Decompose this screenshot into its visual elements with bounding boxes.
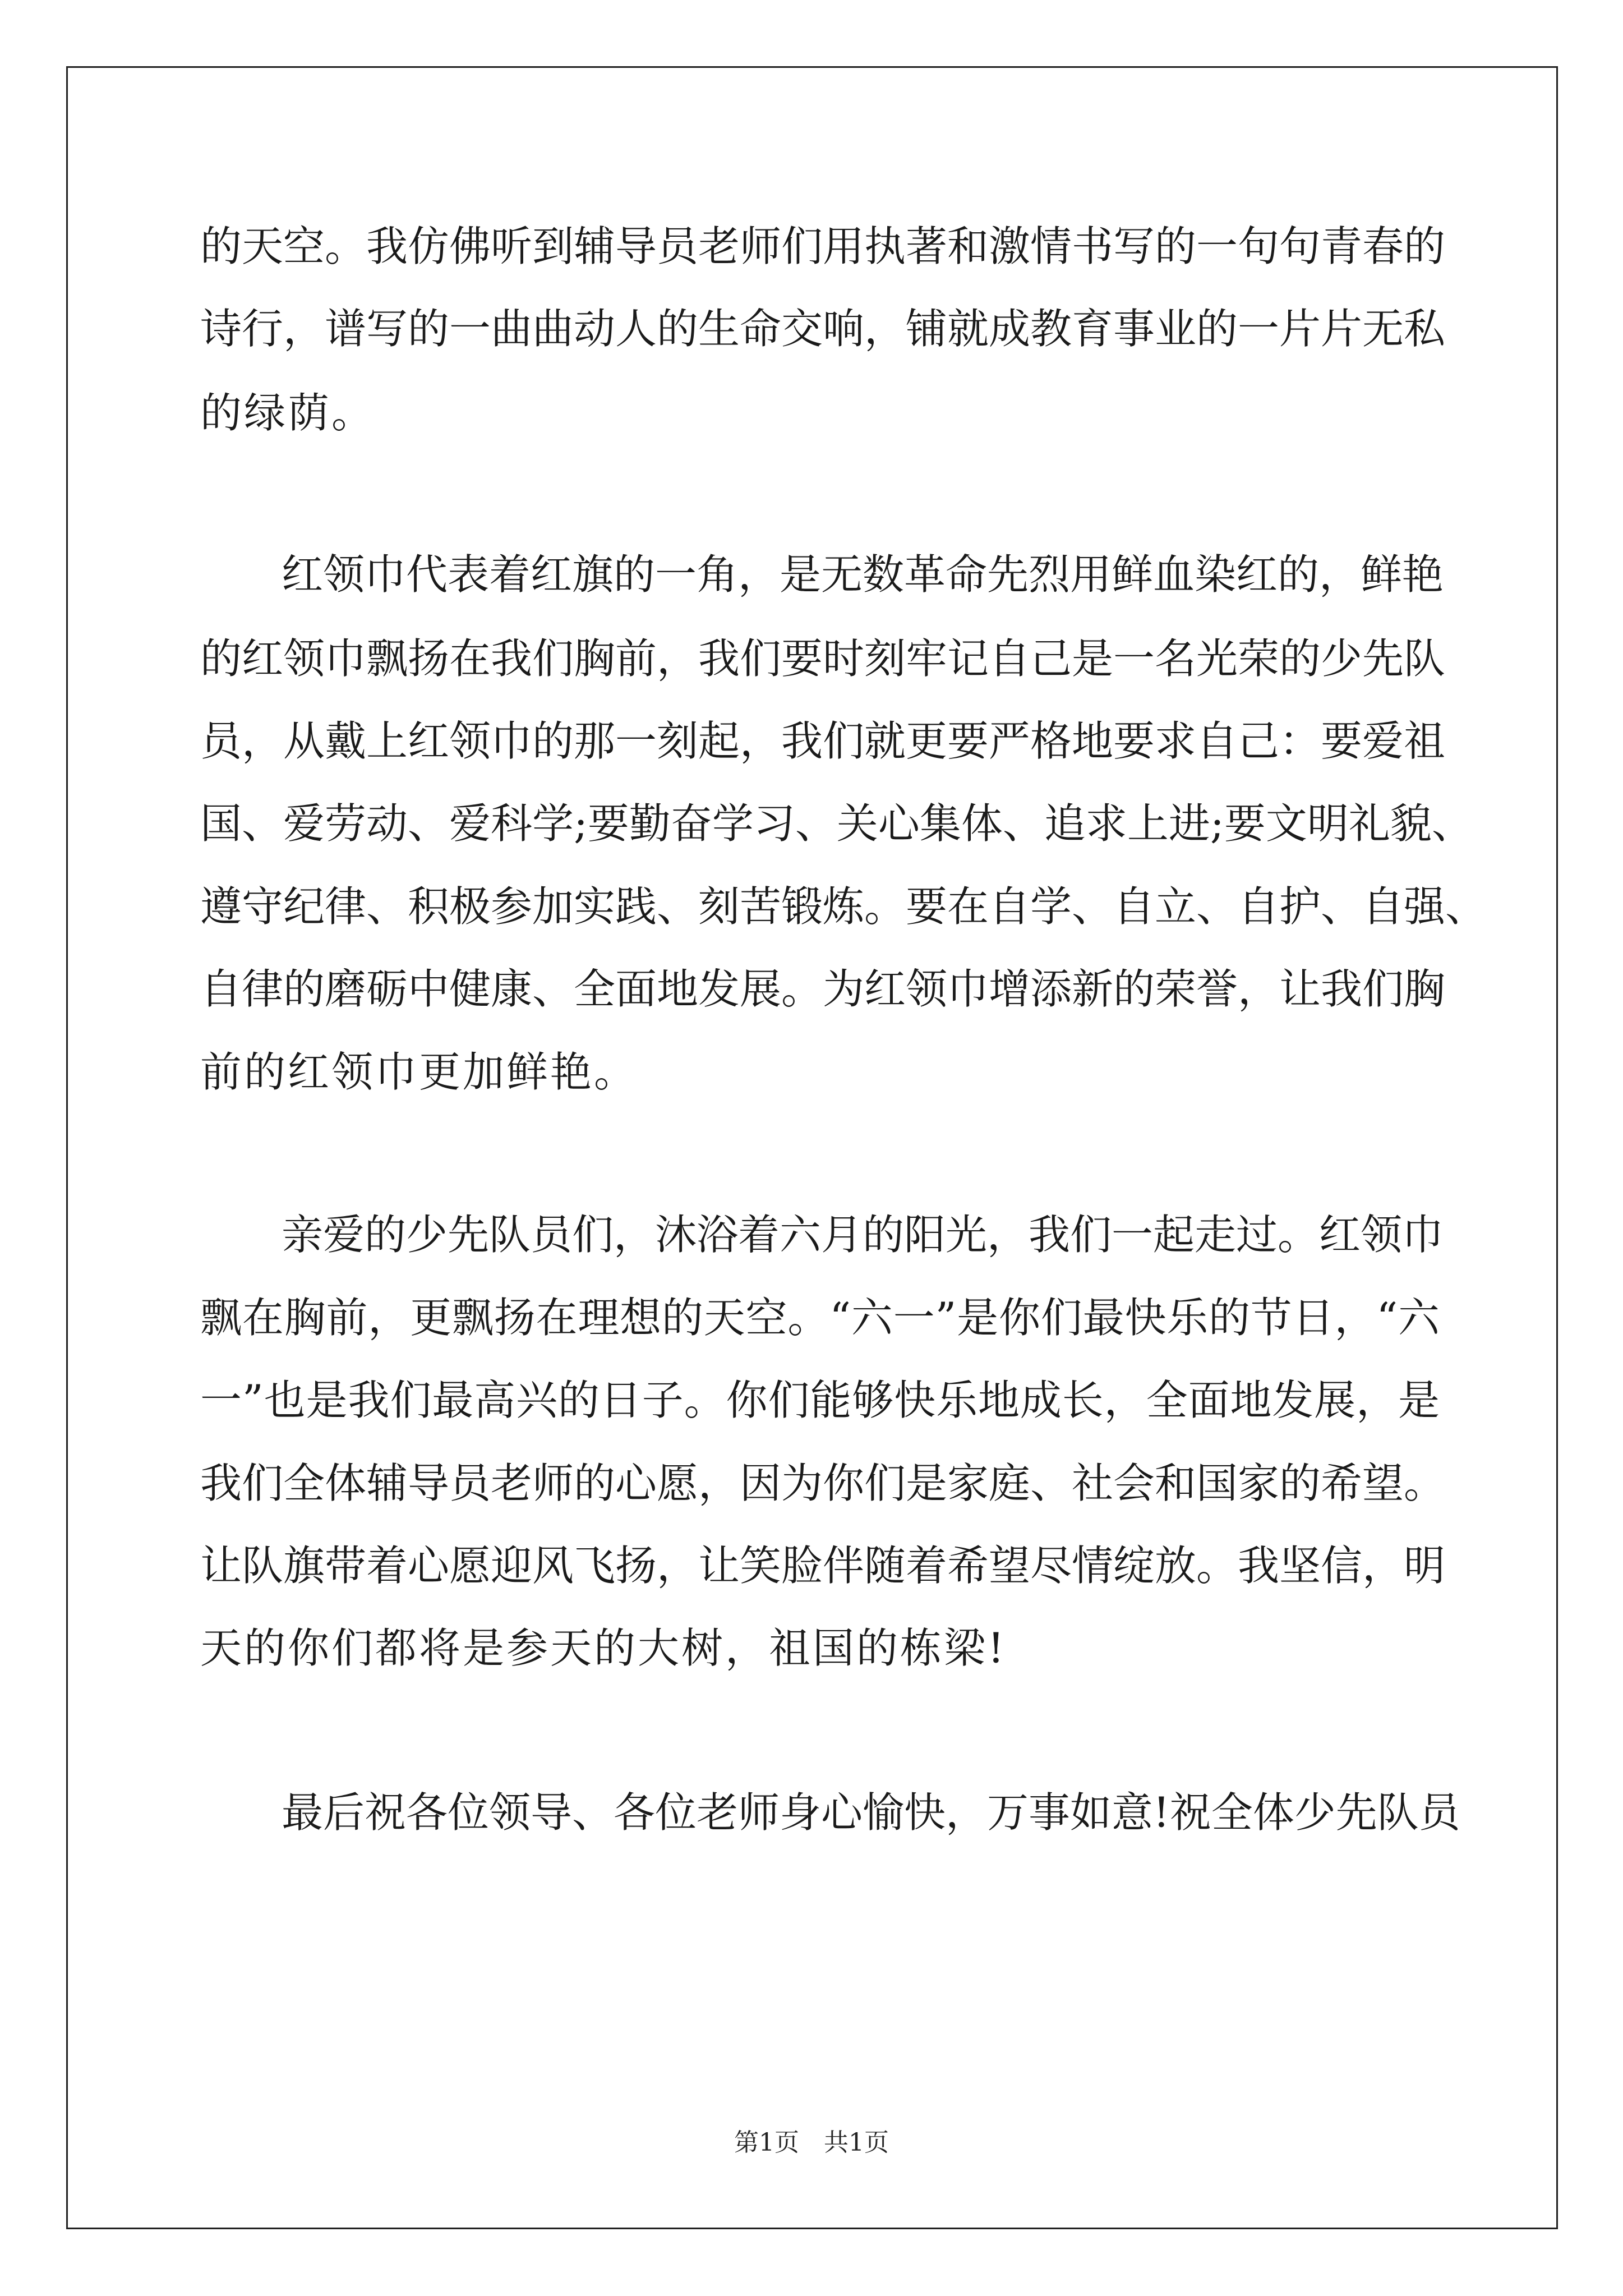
page-number-label: 第1页 共1页	[734, 2128, 889, 2157]
page-footer	[0, 2122, 1623, 2158]
